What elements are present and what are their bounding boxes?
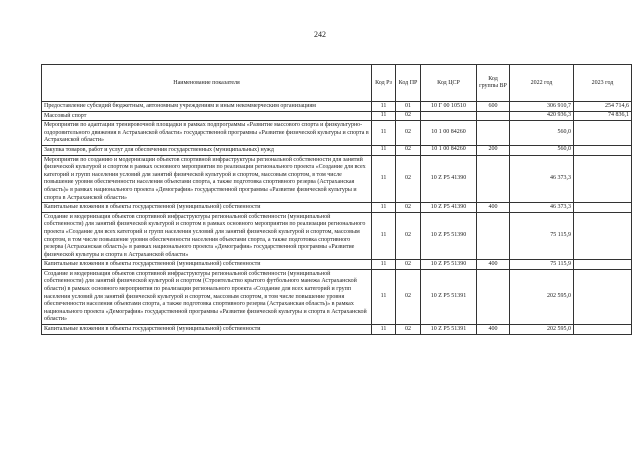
row-vr — [477, 212, 510, 260]
row-2023 — [574, 155, 632, 203]
row-name: Массовый спорт — [42, 111, 372, 121]
row-csr: 10 Z P5 41390 — [421, 203, 477, 213]
header-pr: Код ПР — [396, 65, 421, 102]
row-2023 — [574, 325, 632, 335]
table-row — [42, 269, 632, 324]
row-vr: 400 — [477, 203, 510, 213]
row-name: Создание и модернизация объектов спортивной инфраструктуры региональной собственности (муниципальной собственности) для занятий физической культурой и спортом в рамках основного мероприятия по реализации регионального проекта «Создание для всех категорий и групп населения условий для занятий физической культурой и спортом, массовым спортом, в том числе повышение уровня обеспеченности населения объектами спорта, а также подготовка спортивного резерва (Астраханская область)» в рамках национального проекта «Демография» государственной программы «Развитие физической культуры и спорта в Астраханской области» — [42, 212, 372, 260]
row-pr: 02 — [396, 212, 421, 260]
row-csr: 10 Г 00 10510 — [421, 102, 477, 112]
row-csr: 10 Z P5 51390 — [421, 212, 477, 260]
table-row — [42, 260, 632, 270]
row-2023 — [574, 269, 632, 324]
row-2023 — [574, 145, 632, 155]
budget-table — [41, 64, 632, 335]
row-csr: 10 1 00 84260 — [421, 145, 477, 155]
row-name: Капитальные вложения в объекты государственной (муниципальной) собственности — [42, 203, 372, 213]
row-csr: 10 Z P5 41390 — [421, 155, 477, 203]
header-2023: 2023 год — [574, 65, 632, 102]
row-csr — [421, 111, 477, 121]
row-pr: 02 — [396, 121, 421, 146]
row-rz: 11 — [372, 111, 396, 121]
row-2023 — [574, 260, 632, 270]
row-2022: 202 595,0 — [510, 269, 574, 324]
row-rz: 11 — [372, 269, 396, 324]
table-row — [42, 145, 632, 155]
row-2022: 46 373,3 — [510, 203, 574, 213]
row-csr: 10 Z P5 51391 — [421, 269, 477, 324]
row-name: Закупка товаров, работ и услуг для обеспечения государственных (муниципальных) нужд — [42, 145, 372, 155]
header-2022: 2022 год — [510, 65, 574, 102]
row-pr: 02 — [396, 325, 421, 335]
row-vr — [477, 155, 510, 203]
row-pr: 02 — [396, 260, 421, 270]
row-2023 — [574, 121, 632, 146]
table-row — [42, 155, 632, 203]
row-name: Капитальные вложения в объекты государственной (муниципальной) собственности — [42, 325, 372, 335]
row-csr: 10 Z P5 51390 — [421, 260, 477, 270]
row-vr: 400 — [477, 260, 510, 270]
row-name: Мероприятия по адаптации тренировочной площадки в рамках подпрограммы «Развитие массового спорта и физкультурно-оздоровительного движения в Астраханской области» государственной программы «Развитие физической культуры и спорта в Астраханской области» — [42, 121, 372, 146]
row-pr: 01 — [396, 102, 421, 112]
row-2022: 75 115,9 — [510, 260, 574, 270]
row-vr — [477, 121, 510, 146]
row-2023 — [574, 203, 632, 213]
table-header-row — [42, 65, 632, 102]
row-vr: 200 — [477, 145, 510, 155]
table-row — [42, 212, 632, 260]
row-rz: 11 — [372, 325, 396, 335]
table-body — [42, 102, 632, 335]
row-2023 — [574, 212, 632, 260]
table-row — [42, 111, 632, 121]
table-row — [42, 203, 632, 213]
row-rz: 11 — [372, 121, 396, 146]
row-2023: 74 836,1 — [574, 111, 632, 121]
row-rz: 11 — [372, 102, 396, 112]
row-pr: 02 — [396, 155, 421, 203]
row-2022: 560,0 — [510, 121, 574, 146]
table-row — [42, 325, 632, 335]
row-vr: 600 — [477, 102, 510, 112]
header-csr: Код ЦСР — [421, 65, 477, 102]
row-rz: 11 — [372, 212, 396, 260]
page-number: 242 — [314, 30, 326, 39]
row-2023: 254 714,6 — [574, 102, 632, 112]
row-pr: 02 — [396, 111, 421, 121]
header-rz: Код Рз — [372, 65, 396, 102]
row-2022: 560,0 — [510, 145, 574, 155]
row-2022: 420 936,3 — [510, 111, 574, 121]
row-pr: 02 — [396, 145, 421, 155]
table-row — [42, 102, 632, 112]
row-2022: 46 373,3 — [510, 155, 574, 203]
row-rz: 11 — [372, 203, 396, 213]
header-name: Наименование показателя — [42, 65, 372, 102]
row-name: Предоставление субсидий бюджетным, автономным учреждениям и иным некоммерческим организациям — [42, 102, 372, 112]
row-vr — [477, 111, 510, 121]
row-rz: 11 — [372, 145, 396, 155]
header-vr: Код группы ВР — [477, 65, 510, 102]
row-name: Мероприятия по созданию и модернизации объектов спортивной инфраструктуры региональной собственности для занятий физической культурой и спортом в рамках основного мероприятия по реализации регионального проекта «Создание для всех категорий и групп населения условий для занятий физической культурой и спортом, массовым спортом, в том числе повышение уровня обеспеченности населения объектами спорта, а также подготовка спортивного резерва (Астраханская область)» в рамках национального проекта «Демография» государственной программы «Развитие физической культуры и спорта в Астраханской области» — [42, 155, 372, 203]
row-name: Капитальные вложения в объекты государственной (муниципальной) собственности — [42, 260, 372, 270]
row-2022: 202 595,0 — [510, 325, 574, 335]
row-rz: 11 — [372, 260, 396, 270]
row-csr: 10 1 00 84260 — [421, 121, 477, 146]
row-vr: 400 — [477, 325, 510, 335]
row-csr: 10 Z P5 51391 — [421, 325, 477, 335]
row-rz: 11 — [372, 155, 396, 203]
row-name: Создание и модернизация объектов спортивной инфраструктуры региональной собственности (муниципальной собственности) для занятий физической культурой и спортом (Строительство крытого футбольного манежа Астраханской области) в рамках основного мероприятия по реализации регионального проекта «Создание для всех категорий и групп населения условий для занятий физической культурой и спортом, массовым спортом, в том числе повышение уровня обеспеченности населения объектами спорта, а также подготовка спортивного резерва (Астраханская область)» в рамках национального проекта «Демография» государственной программы «Развитие физической культуры и спорта в Астраханской области» — [42, 269, 372, 324]
row-2022: 306 910,7 — [510, 102, 574, 112]
row-vr — [477, 269, 510, 324]
row-pr: 02 — [396, 269, 421, 324]
table-row — [42, 121, 632, 146]
row-2022: 75 115,9 — [510, 212, 574, 260]
row-pr: 02 — [396, 203, 421, 213]
